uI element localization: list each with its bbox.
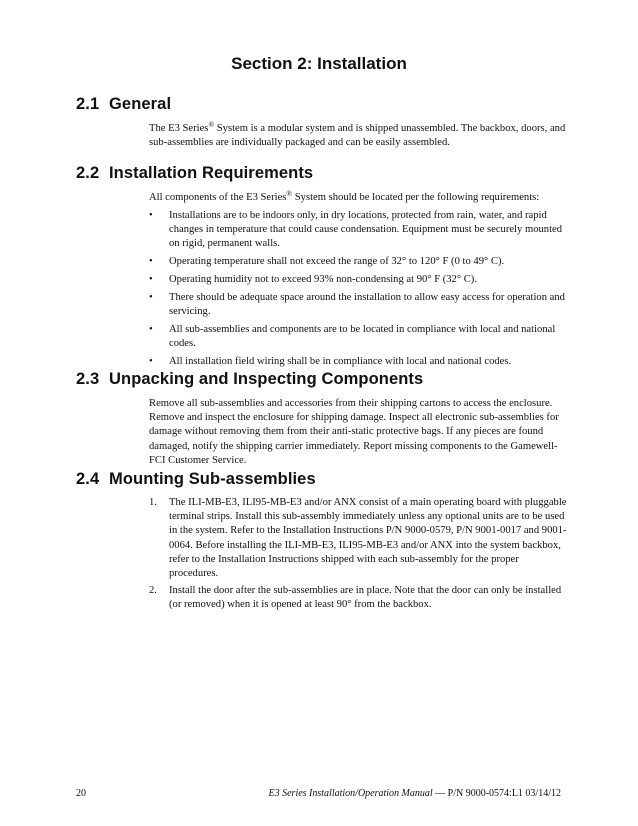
unpacking-body <box>149 397 567 468</box>
registered-mark: ® <box>208 120 215 129</box>
step-number: 2. <box>149 585 157 597</box>
footer-manual-info <box>269 788 562 799</box>
mounting-steps <box>149 496 567 613</box>
mounting-body <box>149 493 567 613</box>
heading-number: 2.1 <box>76 95 100 113</box>
text-segment: System should be located per the following requirements: <box>292 192 540 203</box>
manual-title: E3 Series Installation/Operation Manual <box>268 788 433 799</box>
list-item <box>149 584 567 612</box>
list-item <box>149 273 567 287</box>
step-number: 1. <box>149 497 157 508</box>
heading-installation-requirements <box>76 164 313 183</box>
bullet-marker: • <box>149 323 153 335</box>
list-item <box>149 496 567 581</box>
general-paragraph <box>149 122 567 150</box>
list-item <box>149 355 567 369</box>
list-item-text: All installation field wiring shall be in compliance with local and national codes. <box>169 355 512 367</box>
list-item <box>149 291 567 319</box>
heading-number: 2.3 <box>76 370 100 388</box>
list-item <box>149 323 567 351</box>
list-item <box>149 255 567 269</box>
list-item <box>149 209 567 252</box>
heading-mounting <box>76 470 316 489</box>
requirements-intro <box>149 191 567 205</box>
list-item-text: Installations are to be indoors only, in dry locations, protected from rain, water, and rapid changes in temperature that could cause condensation. Equipment must be securely mounted on rigid, permanent walls. <box>169 209 563 250</box>
page-number: 20 <box>76 788 86 799</box>
heading-number: 2.2 <box>76 164 100 182</box>
requirements-list <box>149 209 567 369</box>
text-segment: System is a modular system and is shipped unassembled. The backbox, doors, and sub-assemblies are individually packaged and can be easily assembled. <box>149 123 566 149</box>
general-body <box>149 122 567 150</box>
list-item-text: The ILI-MB-E3, ILI95-MB-E3 and/or ANX consist of a main operating board with pluggable terminal strips. Install this sub-assembly immediately unless any optional units are to be used in the system. Refer to the Installation Instructions P/N 9000-0579, P/N 9001-0017 and 9001-0064. Before installing the ILI-MB-E3, ILI95-MB-E3 and/or ANX into the system backbox, refer to the Installation Instructions shipped with each sub-assembly for the proper procedures. <box>169 497 567 580</box>
text-segment: All components of the E3 Series <box>149 192 287 203</box>
heading-text: Mounting Sub-assemblies <box>109 470 316 488</box>
bullet-marker: • <box>149 209 153 221</box>
heading-unpacking <box>76 370 423 389</box>
list-item-text: There should be adequate space around the installation to allow easy access for operation and servicing. <box>169 291 565 317</box>
bullet-marker: • <box>149 291 153 303</box>
list-item-text: All sub-assemblies and components are to be located in compliance with local and national codes. <box>169 323 556 349</box>
heading-general <box>76 95 171 114</box>
section-title: Section 2: Installation <box>231 54 407 73</box>
bullet-marker: • <box>149 355 153 367</box>
registered-mark: ® <box>286 189 293 198</box>
part-number: — P/N 9000-0574:L1 03/14/12 <box>432 788 561 799</box>
bullet-marker: • <box>149 256 153 267</box>
list-item-text: Operating temperature shall not exceed the range of 32° to 120° F (0 to 49° C). <box>169 256 505 267</box>
heading-text: Unpacking and Inspecting Components <box>109 370 424 388</box>
list-item-text: Install the door after the sub-assemblies are in place. Note that the door can only be installed (or removed) when it is opened at least 90° from the backbox. <box>169 585 562 611</box>
unpacking-paragraph: Remove all sub-assemblies and accessories from their shipping cartons to access the enclosure. Remove and inspect the enclosure for shipping damage. Inspect all electronic sub-assemblies for damage without removing them from their anti-static protective bags. If any pieces are found damaged, notify the shipping carrier immediately. Report missing components to the Gamewell-FCI Customer Service. <box>149 398 559 466</box>
text-segment: The E3 Series <box>149 123 209 134</box>
requirements-body <box>149 191 567 369</box>
bullet-marker: • <box>149 273 153 285</box>
heading-text: Installation Requirements <box>109 164 314 182</box>
heading-text: General <box>109 95 172 113</box>
list-item-text: Operating humidity not to exceed 93% non-condensing at 90° F (32° C). <box>169 273 477 285</box>
heading-number: 2.4 <box>76 470 100 488</box>
